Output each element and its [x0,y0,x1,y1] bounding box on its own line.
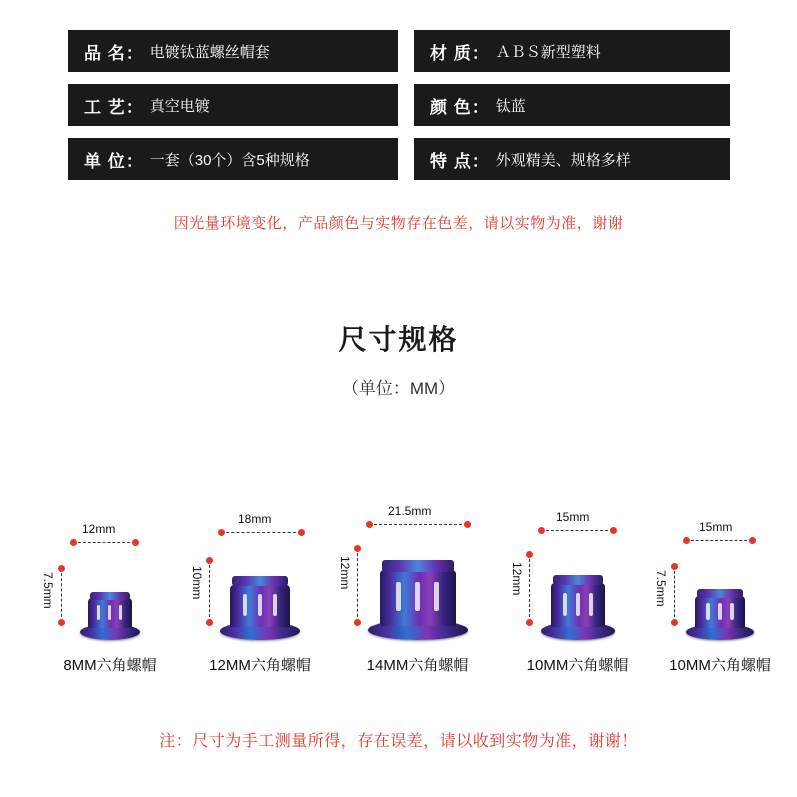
nut-slot [415,582,420,611]
measurement-disclaimer: 注：尺寸为手工测量所得，存在误差，请以收到实物为准，谢谢！ [159,733,638,750]
height-dimension-line [674,566,675,622]
spec-key: 单 位： [84,151,144,171]
spec-value: 钛蓝 [495,97,526,115]
nut-slot [243,594,247,616]
spec-value: 真空电镀 [149,97,210,115]
nut-slot [119,605,122,621]
table-row [68,84,730,126]
product-figure [330,504,505,640]
height-dimension-label: 7.5mm [41,572,55,609]
dimension-dot [749,537,756,544]
nut-illustration [684,582,756,640]
nut-slot [563,593,567,616]
nut-slot [97,605,100,621]
product-size-gallery [0,495,797,675]
spec-cell-product-name [68,30,398,72]
height-dimension-label: 12mm [338,556,352,590]
width-dimension-line [369,524,467,525]
height-dimension-line [529,554,530,622]
width-dimension-line [221,532,301,533]
list-item [645,520,795,675]
page-title: 尺寸规格 [338,324,459,355]
nut-slot [718,603,722,620]
nut-slot [576,593,580,616]
list-item [35,520,185,675]
dimension-dot [206,619,213,626]
nut-slot [108,605,111,621]
nut-slot [273,594,277,616]
dimension-dot [538,527,545,534]
dimension-dot [206,557,213,564]
nut-body [380,570,456,626]
nut-body [551,583,605,627]
product-figure [35,520,185,640]
dimension-dot [354,545,361,552]
width-dimension-line [73,542,135,543]
nut-body [88,598,132,628]
height-dimension-label: 7.5mm [654,570,668,607]
spec-value: 一套（30个）含5种规格 [149,151,310,169]
product-caption: 12MM六角螺帽 [209,657,311,674]
height-dimension-line [357,548,358,622]
nut-illustration [218,568,302,640]
spec-cell-unit [68,138,398,180]
list-item [500,510,655,675]
nut-body [695,596,745,628]
spec-cell-features [414,138,730,180]
list-item [180,512,340,675]
dimension-dot [526,551,533,558]
dimension-dot [526,619,533,626]
nut-slot [706,603,710,620]
height-dimension-line [61,568,62,622]
dimension-dot [671,619,678,626]
dimension-dot [683,537,690,544]
dimension-dot [58,619,65,626]
nut-illustration [366,552,470,640]
height-dimension-label: 12mm [510,562,524,596]
dimension-dot [218,529,225,536]
dimension-dot [610,527,617,534]
nut-top [90,592,130,600]
nut-top [382,560,454,572]
product-caption: 10MM六角螺帽 [669,657,771,674]
spec-value: 电镀钛蓝螺丝帽套 [149,43,270,61]
nut-slot [396,582,401,611]
spec-value: ＡＢＳ新型塑料 [495,43,601,61]
table-row [68,138,730,180]
spec-value: 外观精美、规格多样 [495,151,631,169]
product-caption: 8MM六角螺帽 [63,657,157,674]
spec-cell-color [414,84,730,126]
nut-slot [730,603,734,620]
product-figure [645,520,795,640]
dimension-dot [354,619,361,626]
dimension-dot [132,539,139,546]
width-dimension-label: 15mm [699,520,733,534]
width-dimension-line [686,540,752,541]
nut-illustration [78,584,142,640]
nut-top [697,589,743,598]
width-dimension-label: 18mm [238,512,272,526]
spec-key: 材 质： [430,43,490,63]
spec-key: 特 点： [430,151,490,171]
list-item [330,504,505,675]
spec-key: 颜 色： [430,97,490,117]
spec-table [68,30,730,180]
dimension-dot [671,563,678,570]
dimension-dot [298,529,305,536]
nut-top [553,575,603,585]
dimension-dot [366,521,373,528]
color-difference-notice: 因光量环境变化，产品颜色与实物存在色差，请以实物为准，谢谢 [173,215,624,232]
product-caption: 10MM六角螺帽 [526,657,629,674]
product-figure [180,512,340,640]
dimension-dot [70,539,77,546]
spec-key: 工 艺： [84,97,144,117]
width-dimension-label: 15mm [556,510,590,524]
spec-cell-process [68,84,398,126]
spec-key: 品 名： [84,43,144,63]
width-dimension-label: 21.5mm [388,504,432,518]
width-dimension-label: 12mm [82,522,116,536]
nut-slot [589,593,593,616]
spec-cell-material [414,30,730,72]
dimension-dot [464,521,471,528]
table-row [68,30,730,72]
nut-top [232,576,288,586]
nut-body [230,585,290,627]
nut-illustration [539,568,617,640]
nut-slot [258,594,262,616]
page-subtitle: （单位：MM） [341,379,456,398]
height-dimension-label: 10mm [190,566,204,600]
nut-slot [434,582,439,611]
product-figure [500,510,655,640]
height-dimension-line [209,560,210,622]
product-caption: 14MM六角螺帽 [366,657,469,674]
dimension-dot [58,565,65,572]
width-dimension-line [541,530,613,531]
